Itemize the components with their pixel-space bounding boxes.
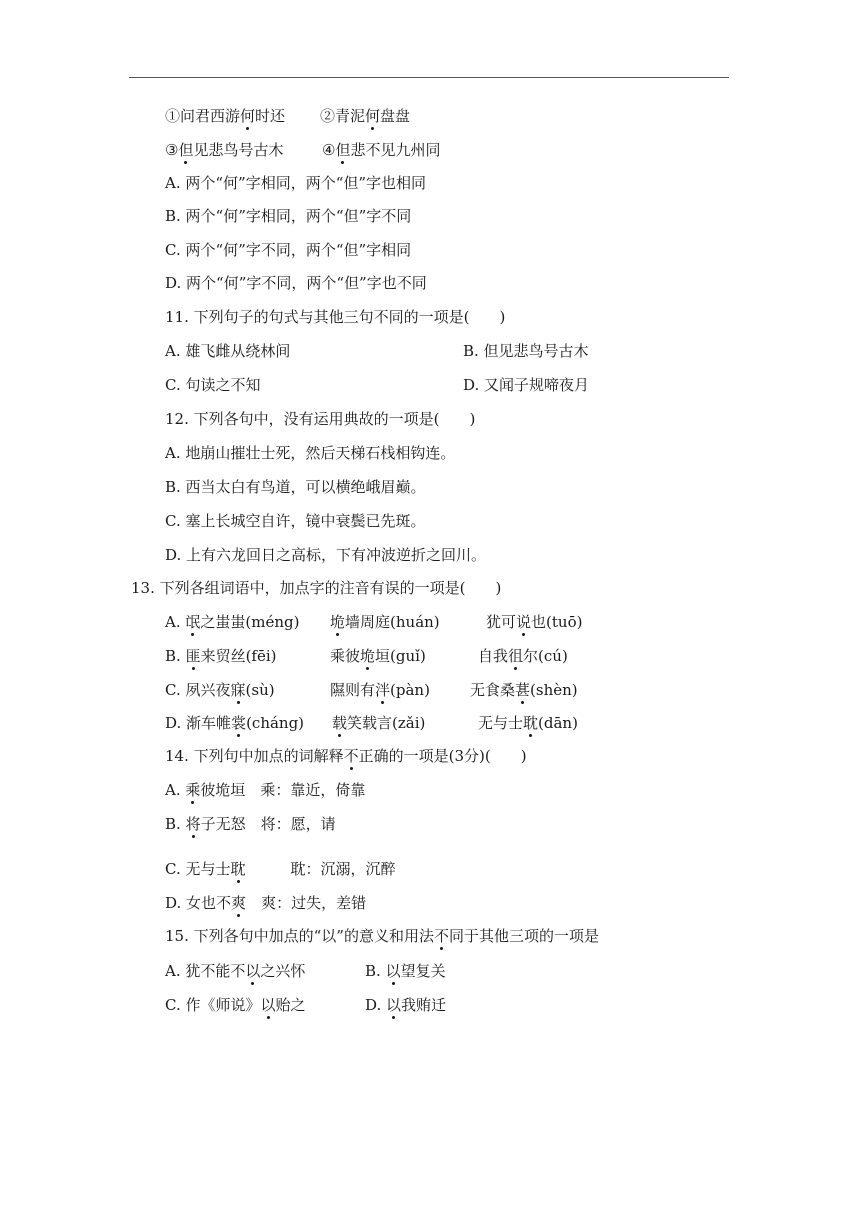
emphasis-char: 但 xyxy=(335,141,351,159)
q13-stem: 13. 下列各组词语中，加点字的注音有误的一项是( ) xyxy=(131,579,502,597)
emphasis-char: 裳 xyxy=(231,714,247,732)
q10-item-row-2: ③但见悲鸟号古木 xyxy=(165,141,284,159)
q13-option-d-word-2: 载笑载言(zǎi) xyxy=(332,714,426,732)
emphasis-char: 载 xyxy=(332,714,348,732)
q10-option-c: C. 两个“何”字不同，两个“但”字相同 xyxy=(165,241,412,259)
emphasis-char: 乘 xyxy=(185,781,201,799)
q13-option-c: C. 夙兴夜寐(sù) xyxy=(165,681,275,699)
emphasis-char: 耽 xyxy=(523,714,539,732)
q15-option-b: B. 以望复关 xyxy=(365,962,446,980)
q13-option-b-word-2: 乘彼垝垣(guǐ) xyxy=(330,647,426,665)
q13-option-c-word-2: 隰则有泮(pàn) xyxy=(330,681,430,699)
q13-option-a-word-2: 垝墙周庭(huán) xyxy=(330,613,440,631)
q13-option-d: D. 渐车帷裳(cháng) xyxy=(165,714,305,732)
q15-option-d: D. 以我贿迁 xyxy=(365,996,447,1014)
header-rule xyxy=(129,77,729,78)
q11-option-b: B. 但见悲鸟号古木 xyxy=(463,342,589,360)
q15-stem: 15. 下列各句中加点的“以”的意义和用法不同于其他三项的一项是 xyxy=(165,927,599,945)
emphasis-char: 以 xyxy=(245,962,261,980)
emphasis-char: 垝 xyxy=(330,613,346,631)
q15-option-c: C. 作《师说》以贻之 xyxy=(165,996,306,1014)
q13-option-a-word-3: 犹可说也(tuō) xyxy=(486,613,583,631)
q12-option-c: C. 塞上长城空自许，镜中衰鬓已先斑。 xyxy=(165,512,426,530)
emphasis-char: 氓 xyxy=(185,613,201,631)
emphasis-char: 将 xyxy=(185,815,201,833)
q12-stem: 12. 下列各句中，没有运用典故的一项是( ) xyxy=(165,410,476,428)
q12-option-a: A. 地崩山摧壮士死，然后天梯石栈相钩连。 xyxy=(165,444,456,462)
emphasis-char: 寐 xyxy=(230,681,246,699)
q10-option-a: A. 两个“何”字相同，两个“但”字也相同 xyxy=(165,174,427,192)
q13-option-b-word-3: 自我徂尔(cú) xyxy=(478,647,568,665)
q14-option-a: A. 乘彼垝垣 乘：靠近，倚靠 xyxy=(165,781,366,799)
q14-option-c: C. 无与士耽 耽：沉溺，沉醉 xyxy=(165,860,396,878)
emphasis-char: 以 xyxy=(385,962,401,980)
emphasis-char: 不 xyxy=(433,927,449,945)
q14-option-b: B. 将子无怒 将：愿，请 xyxy=(165,815,336,833)
q11-option-a: A. 雄飞雌从绕林间 xyxy=(165,342,291,360)
emphasis-char: 以 xyxy=(386,996,402,1014)
emphasis-char: 何 xyxy=(240,107,256,125)
emphasis-char: 以 xyxy=(260,996,276,1014)
emphasis-char: 泮 xyxy=(375,681,391,699)
emphasis-char: 但 xyxy=(178,141,194,159)
q11-option-d: D. 又闻子规啼夜月 xyxy=(463,376,590,394)
emphasis-char: 葚 xyxy=(515,681,531,699)
q10-item-4: ④但悲不见九州同 xyxy=(322,141,441,159)
q15-option-a: A. 犹不能不以之兴怀 xyxy=(165,962,306,980)
emphasis-char: 垝 xyxy=(360,647,376,665)
emphasis-char: 不 xyxy=(343,747,359,765)
emphasis-char: 何 xyxy=(365,107,381,125)
q11-option-c: C. 句读之不知 xyxy=(165,376,261,394)
q12-option-b: B. 西当太白有鸟道，可以横绝峨眉巅。 xyxy=(165,478,426,496)
emphasis-char: 徂 xyxy=(508,647,524,665)
emphasis-char: 耽 xyxy=(230,860,246,878)
emphasis-char: 爽 xyxy=(231,894,247,912)
q12-option-d: D. 上有六龙回日之高标，下有冲波逆折之回川。 xyxy=(165,546,487,564)
q14-stem: 14. 下列句中加点的词解释不正确的一项是(3分)( ) xyxy=(165,747,527,765)
emphasis-char: 说 xyxy=(516,613,532,631)
q13-option-b: B. 匪来贸丝(fēi) xyxy=(165,647,277,665)
q11-stem: 11. 下列句子的句式与其他三句不同的一项是( ) xyxy=(165,308,506,326)
emphasis-char: 匪 xyxy=(185,647,201,665)
q10-option-d: D. 两个“何”字不同，两个“但”字也不同 xyxy=(165,274,427,292)
q13-option-c-word-3: 无食桑葚(shèn) xyxy=(470,681,578,699)
q10-option-b: B. 两个“何”字相同，两个“但”字不同 xyxy=(165,207,412,225)
q10-item-row-1: ①问君西游何时还 xyxy=(165,107,286,125)
q13-option-d-word-3: 无与士耽(dān) xyxy=(478,714,578,732)
q13-option-a: A. 氓之蚩蚩(méng) xyxy=(165,613,300,631)
q14-option-d: D. 女也不爽 爽：过失，差错 xyxy=(165,894,367,912)
q10-item-2: ②青泥何盘盘 xyxy=(320,107,411,125)
